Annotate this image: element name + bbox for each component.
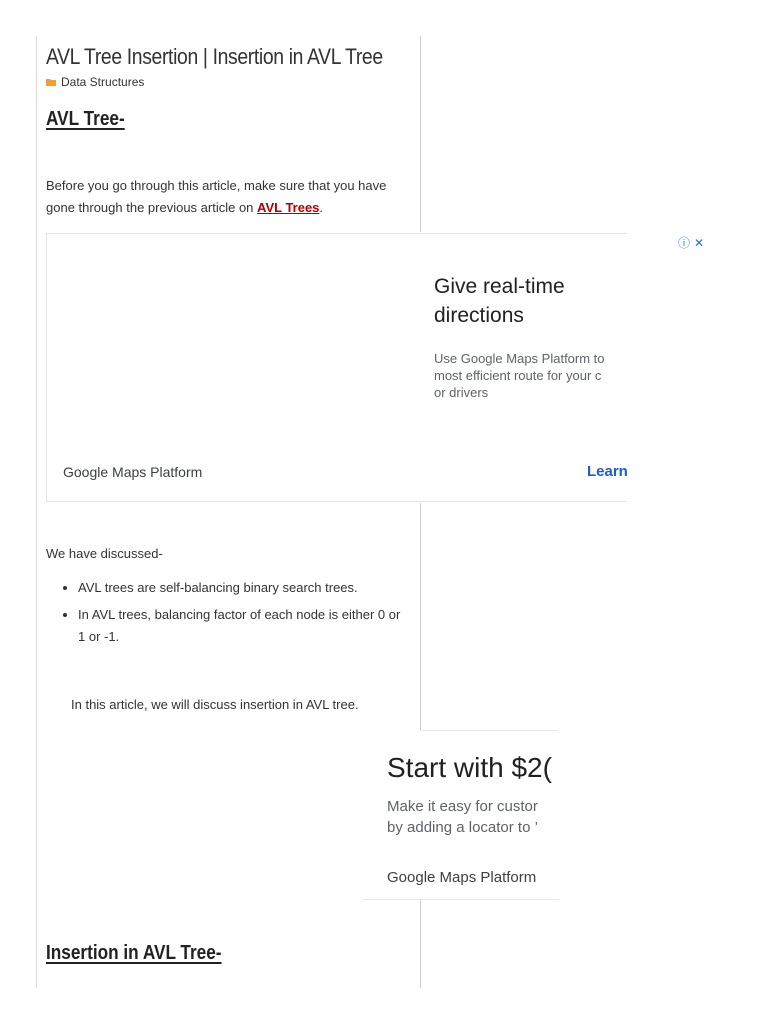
ad-edge bbox=[627, 233, 717, 504]
list-item: • In AVL trees, balancing factor of each node is either 0 or 1 or -1. bbox=[78, 604, 406, 648]
ad-headline[interactable]: Give real-time directions bbox=[434, 275, 565, 327]
ad2-body-line: by adding a locator to ’ bbox=[387, 819, 538, 836]
ad-controls bbox=[678, 234, 704, 251]
ad2-headline[interactable]: Start with $2( bbox=[387, 752, 552, 783]
folder-icon bbox=[46, 78, 57, 86]
ad2-brand[interactable]: Google Maps Platform bbox=[387, 869, 537, 886]
intro-end: . bbox=[319, 200, 324, 215]
category-link[interactable] bbox=[46, 75, 144, 89]
page-title: AVL Tree Insertion | Insertion in AVL Tree bbox=[46, 44, 383, 69]
intro-paragraph bbox=[46, 175, 396, 219]
ad-body-line: most efficient route for your c bbox=[434, 368, 602, 383]
ad2-divider bbox=[363, 899, 559, 900]
ad2-divider bbox=[420, 730, 558, 731]
content-border-right bbox=[420, 36, 421, 232]
content-border-left bbox=[36, 36, 37, 988]
list-item: • AVL trees are self-balancing binary search trees. bbox=[78, 577, 406, 599]
ad-learn-more-button[interactable]: Learn bbox=[587, 463, 628, 480]
advertisement-card[interactable] bbox=[363, 730, 559, 900]
ad-body-line: Use Google Maps Platform to bbox=[434, 351, 605, 366]
ad2-body bbox=[387, 796, 538, 838]
discussed-paragraph: We have discussed- bbox=[46, 546, 163, 561]
ad-body-line: or drivers bbox=[434, 385, 489, 400]
content-border-right bbox=[420, 900, 421, 988]
ad-brand[interactable]: Google Maps Platform bbox=[63, 464, 203, 480]
ad-body bbox=[434, 350, 626, 401]
summary-list bbox=[46, 577, 406, 653]
ad2-body-line: Make it easy for custor bbox=[387, 798, 538, 815]
section-heading-insertion: Insertion in AVL Tree- bbox=[46, 942, 222, 964]
category-label[interactable]: Data Structures bbox=[61, 75, 145, 89]
avl-trees-link[interactable]: AVL Trees bbox=[257, 200, 320, 215]
article-scope-paragraph: In this article, we will discuss insertion in AVL tree. bbox=[71, 697, 359, 712]
close-icon[interactable]: ✕ bbox=[694, 235, 705, 250]
info-icon[interactable]: ⓘ bbox=[678, 236, 691, 250]
intro-text: Before you go through this article, make sure that you have gone through the previous article on bbox=[46, 178, 387, 215]
section-heading-avl-tree: AVL Tree- bbox=[46, 108, 125, 130]
